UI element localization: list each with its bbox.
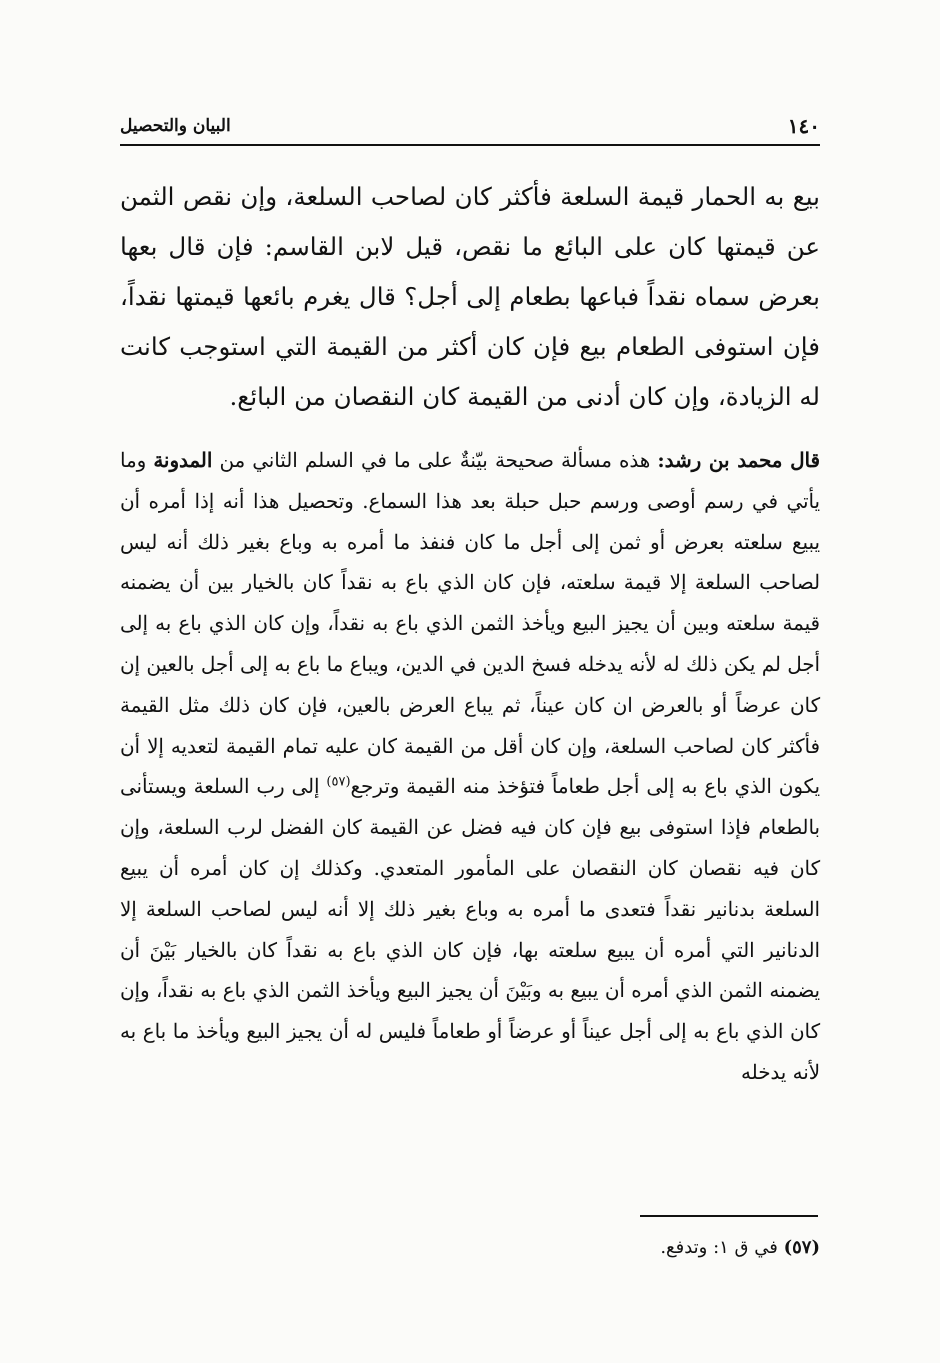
page-number: ١٤٠ [787, 114, 820, 138]
book-title: البيان والتحصيل [120, 116, 231, 136]
footnote-divider [640, 1215, 818, 1217]
paragraph-1: بيع به الحمار قيمة السلعة فأكثر كان لصاحب السلعة، وإن نقص الثمن عن قيمتها كان على البائع ما نقص، قيل لابن القاسم: فإن قال بعها بعرض سماه نقداً فباعها بطعام إلى أجل؟ قال يغرم بائعها قيمتها نقداً، فإن استوفى الطعام بيع فإن كان أكثر من القيمة التي استوجب كانت له الزيادة، وإن كان أدنى من القيمة كان النقصان من البائع. [120, 182, 820, 411]
footnote-text: في ق ١: وتدفع. [660, 1237, 778, 1258]
main-text [120, 172, 820, 1094]
speaker-label: قال محمد بن رشد: [657, 448, 820, 472]
footnote-reference[interactable]: (٥٧) [326, 774, 351, 790]
source-name: المدونة [153, 448, 213, 472]
paragraph-2-text-c: إلى رب السلعة ويستأنى بالطعام فإذا استوفى بيع فإن كان فيه فضل عن القيمة كان الفضل لرب السلعة، وإن كان فيه نقصان كان النقصان على المأمور المتعدي. وكذلك إن كان أمره أن يبيع السلعة بدنانير نقداً فتعدى ما أمره به وباع بغير ذلك إلا أنه ليس لصاحب السلعة إلا الدنانير التي أمره أن يبيع سلعته بها، فإن كان الذي باع به نقداً كان بالخيار بَيْنَ أن يضمنه الثمن الذي أمره أن يبيع به وبَيْنَ أن يجيز البيع ويأخذ الثمن الذي باع به نقداً، وإن كان الذي باع به إلى أجل عيناً أو عرضاً أو طعاماً فليس له أن يجيز البيع ويأخذ ما باع به لأنه يدخله [120, 775, 820, 1084]
paragraph-2-text-a: هذه مسألة صحيحة بيّنةٌ على ما في السلم الثاني من [219, 449, 651, 472]
paragraph-2 [120, 440, 820, 1094]
footnote [120, 1237, 820, 1258]
paragraph-2-text-b: وما يأتي في رسم أوصى ورسم حبل حبلة بعد هذا السماع. وتحصيل هذا أنه إذا أمره أن يبيع سلعته بعرض أو ثمن إلى أجل ما كان فنفذ ما أمره به وباع بغير ذلك أنه ليس لصاحب السلعة إلا قيمة سلعته، فإن كان الذي باع به نقداً كان بالخيار بين أن يضمنه قيمة سلعته وبين أن يجيز البيع ويأخذ الثمن الذي باع به نقداً، وإن كان الذي باع به إلى أجل لم يكن ذلك له لأنه يدخله فسخ الدين في الدين، ويباع ما باع به إلى أجل بالعين إن كان عرضاً أو بالعرض ان كان عيناً، ثم يباع العرض بالعين، فإن كان ذلك مثل القيمة فأكثر كان لصاحب السلعة، وإن كان أقل من القيمة كان عليه تمام القيمة لتعديه إلا أن يكون الذي باع به إلى أجل طعاماً فتؤخذ منه القيمة وترجع [120, 449, 820, 799]
running-header [120, 108, 820, 146]
footnote-number: (٥٧) [783, 1237, 820, 1258]
